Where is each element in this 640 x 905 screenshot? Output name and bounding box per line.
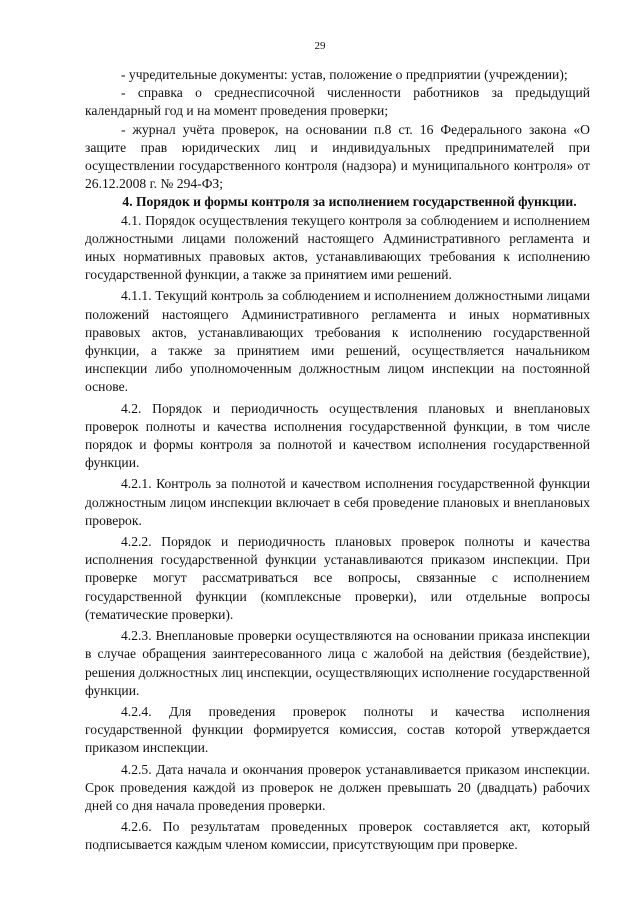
- paragraph-founding-documents: - учредительные документы: устав, положение о предприятии (учреждении);: [121, 67, 568, 82]
- section-heading: 4. Порядок и формы контроля за исполнением государственной функции.: [122, 194, 577, 210]
- item-4-2-2: 4.2.2. Порядок и периодичность плановых проверок полноты и качества исполнения государственной функции устанавливаются приказом инспекции. При проверке могут рассматриваться все вопросы, связанные с исполнением государственной функции (комплексные проверки), или отдельные вопросы (тематические проверки).: [85, 534, 590, 622]
- document-body: [85, 66, 590, 858]
- item-4-2-5: 4.2.5. Дата начала и окончания проверок устанавливается приказом инспекции. Срок проведения каждой из проверок не должен превышать 20 (двадцать) рабочих дней со дня начала проведения проверки.: [85, 761, 590, 813]
- item-4-2-1: 4.2.1. Контроль за полнотой и качеством исполнения государственной функции должностным лицом инспекции включает в себя проведение плановых и внеплановых проверок.: [85, 476, 590, 528]
- page-number: 29: [314, 40, 326, 52]
- paragraph-inspection-log: - журнал учёта проверок, на основании п.8 ст. 16 Федерального закона «О защите прав юридических лиц и индивидуальных предпринимателей при осуществлении государственного контроля (надзора) и муниципального контроля» от 26.12.2008 г. № 294-ФЗ;: [85, 121, 590, 192]
- item-4-1-1: 4.1.1. Текущий контроль за соблюдением и исполнением должностными лицами положений настоящего Административного регламента и иных нормативных правовых актов, устанавливающих требования к исполнению государственной функции, а также за принятием ими решений, осуществляется начальником инспекции либо уполномоченным должностным лицом инспекции на постоянной основе.: [85, 288, 590, 395]
- item-4-2: 4.2. Порядок и периодичность осуществления плановых и внеплановых проверок полноты и качества исполнения государственной функции, в том числе порядок и формы контроля за полнотой и качеством исполнения государственной функции.: [85, 400, 590, 471]
- paragraph-headcount-certificate: - справка о среднесписочной численности работников за предыдущий календарный год и на момент проведения проверки;: [85, 85, 590, 119]
- item-4-1: 4.1. Порядок осуществления текущего контроля за соблюдением и исполнением должностными лицами положений настоящего Административного регламента и иных нормативных правовых актов, устанавливающих требования к исполнению государственной функции, а также за принятием ими решений.: [85, 212, 590, 283]
- item-4-2-4: 4.2.4. Для проведения проверок полноты и качества исполнения государственной функции формируется комиссия, состав которой утверждается приказом инспекции.: [85, 703, 590, 756]
- item-4-2-6: 4.2.6. По результатам проведенных проверок составляется акт, который подписывается каждым членом комиссии, присутствующим при проверке.: [85, 819, 590, 853]
- item-4-2-3: 4.2.3. Внеплановые проверки осуществляются на основании приказа инспекции в случае обращения заинтересованного лица с жалобой на действия (бездействие), решения должностных лиц инспекции, осуществляющих исполнение государственной функции.: [85, 628, 590, 698]
